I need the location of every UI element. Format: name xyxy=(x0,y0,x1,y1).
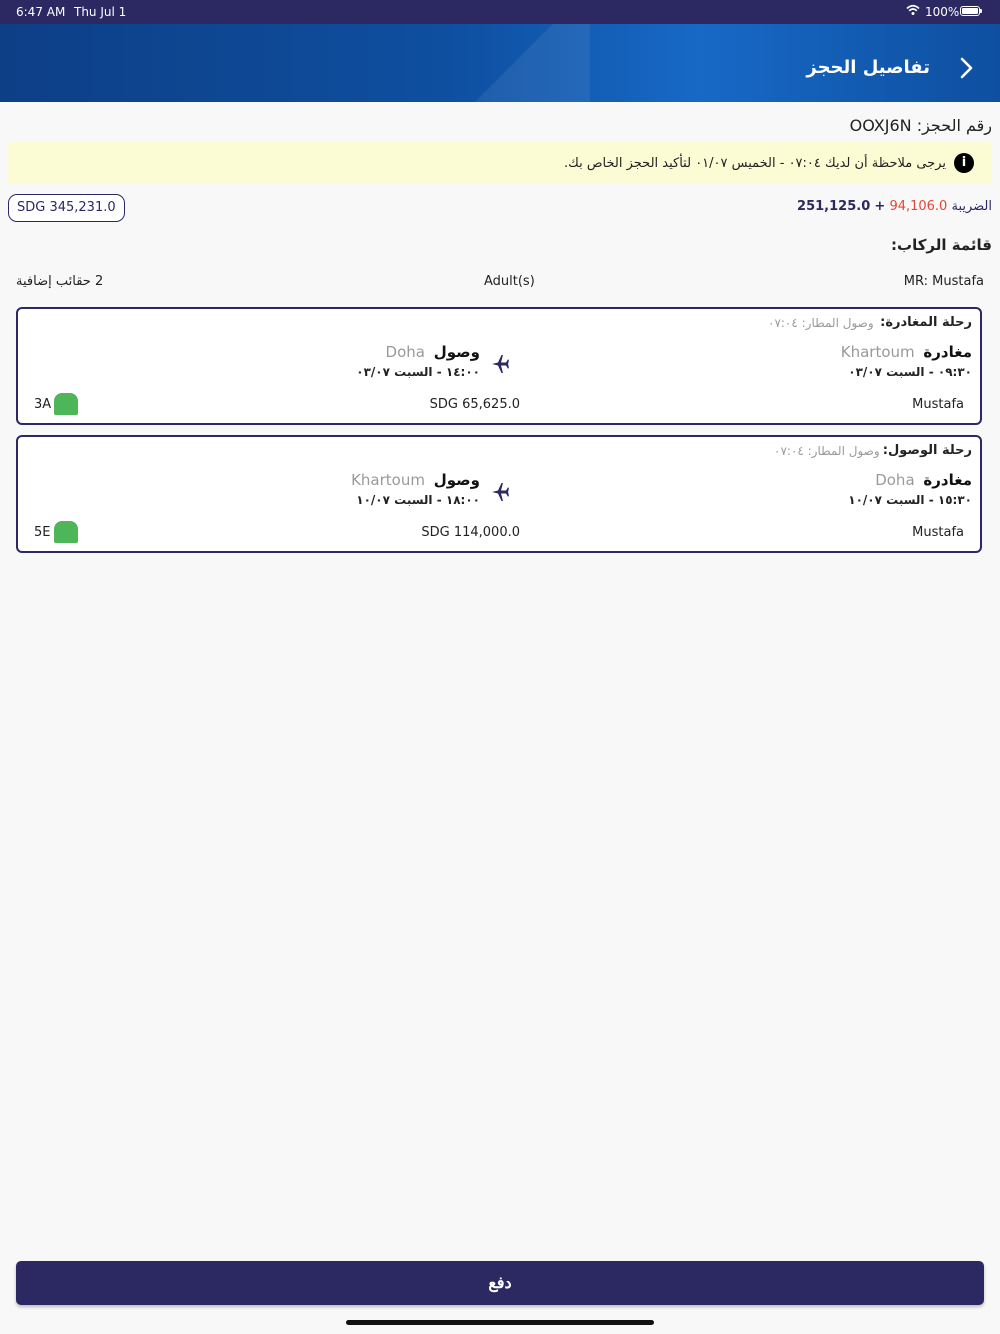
home-indicator xyxy=(346,1320,654,1325)
seat-selector[interactable] xyxy=(34,393,82,417)
leg-price: SDG 114,000.0 xyxy=(421,525,520,540)
departure-time: ٠٩:٣٠ - السبت ٠٣/٠٧ xyxy=(848,365,972,379)
arrival-label: وصول xyxy=(433,343,480,361)
departure-time: ١٥:٣٠ - السبت ١٠/٠٧ xyxy=(848,493,972,507)
seat-icon xyxy=(54,521,78,543)
departure-info xyxy=(848,471,972,507)
price-breakdown xyxy=(797,199,992,214)
passenger-list-title: قائمة الركاب: xyxy=(891,236,992,254)
leg-passenger-name: Mustafa xyxy=(912,525,964,540)
tax-label: الضريبة xyxy=(951,199,992,214)
leg-passenger-name: Mustafa xyxy=(912,397,964,412)
back-button[interactable] xyxy=(954,54,978,82)
arrival-city: Doha xyxy=(385,343,425,361)
status-bar xyxy=(0,0,1000,24)
leg-price: SDG 65,625.0 xyxy=(429,397,520,412)
departure-city: Khartoum xyxy=(840,343,915,361)
tax-amount: 94,106.0 xyxy=(889,199,948,214)
leg-title: رحلة الوصول: xyxy=(882,443,972,458)
chevron-right-icon xyxy=(954,54,978,82)
flight-leg-departure[interactable] xyxy=(16,307,982,425)
header-decoration xyxy=(440,24,590,102)
info-icon: i xyxy=(954,153,974,173)
leg-title: رحلة المغادرة: xyxy=(880,315,972,330)
wifi-icon xyxy=(906,4,920,19)
flight-leg-return[interactable] xyxy=(16,435,982,553)
arrival-info xyxy=(351,471,480,507)
departure-label: مغادرة xyxy=(923,471,972,489)
booking-reference: رقم الحجز: OOXJ6N xyxy=(849,116,992,135)
seat-icon xyxy=(54,393,78,415)
arrival-label: وصول xyxy=(433,471,480,489)
arrival-city: Khartoum xyxy=(351,471,425,489)
passenger-row xyxy=(16,274,984,294)
airplane-icon xyxy=(488,352,512,376)
page-title: تفاصيل الحجز xyxy=(806,57,930,78)
notice-banner xyxy=(8,142,992,184)
base-fare: 251,125.0 xyxy=(797,199,871,214)
airport-arrival-time: وصول المطار: ٠٧:٠٤ xyxy=(768,316,874,330)
status-date: Thu Jul 1 xyxy=(74,5,127,19)
seat-code: 3A xyxy=(34,397,52,412)
notice-text: يرجى ملاحظة أن لديك ٠٧:٠٤ - الخميس ٠١/٠٧ لتأكيد الحجز الخاص بك. xyxy=(564,156,946,171)
seat-code: 5E xyxy=(34,525,51,540)
total-price-badge: SDG 345,231.0 xyxy=(8,194,125,222)
pay-button[interactable]: دفع xyxy=(16,1261,984,1305)
passenger-name: MR: Mustafa xyxy=(903,274,984,289)
seat-selector[interactable] xyxy=(34,521,82,545)
departure-label: مغادرة xyxy=(923,343,972,361)
plus-sign: + xyxy=(874,199,886,214)
departure-info xyxy=(841,343,972,379)
status-time: 6:47 AM xyxy=(16,5,66,19)
arrival-info xyxy=(356,343,480,379)
battery-percent: 100% xyxy=(925,5,960,19)
battery-icon xyxy=(960,6,980,16)
passenger-type: Adult(s) xyxy=(484,274,535,289)
arrival-time: ١٨:٠٠ - السبت ١٠/٠٧ xyxy=(356,493,480,507)
app-header xyxy=(0,24,1000,102)
airplane-icon xyxy=(488,480,512,504)
arrival-time: ١٤:٠٠ - السبت ٠٣/٠٧ xyxy=(356,365,480,379)
departure-city: Doha xyxy=(875,471,915,489)
extra-bags: 2 حقائب إضافية xyxy=(16,274,104,289)
airport-arrival-time: وصول المطار: ٠٧:٠٤ xyxy=(774,444,880,458)
